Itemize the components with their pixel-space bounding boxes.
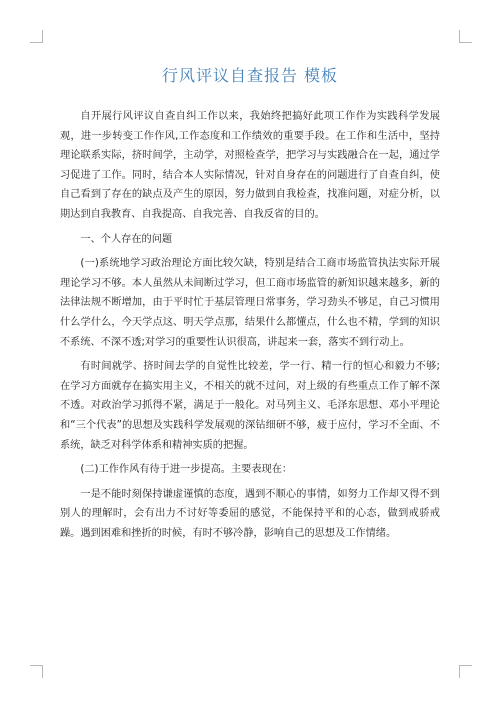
section-heading: 一、个人存在的问题	[80, 233, 173, 245]
margin-mark-bottom-left	[30, 665, 43, 678]
subsection-heading: (二)工作作风有待于进一步提高。主要表现在：	[80, 464, 293, 476]
margin-mark-top-left	[30, 30, 43, 43]
document-title: 行风评议自查报告 模板	[161, 66, 339, 85]
paragraph-self-discipline: 有时间就学、挤时间去学的自觉性比较差，学一行、精一行的恒心和毅力不够;在学习方面就存在搞实用主义，不相关的就不过问，对上级的有些重点工作了解不深不透。对政治学习抓得不紧，满足于一般化。对马列主义、毛泽东思想、邓小平理论和“三个代表”的思想及实践科学发展观的深钻细研不够，疲于应付，学习不全面、不系统，缺乏对科学体系和精神实质的把握。	[60, 361, 440, 451]
paragraph-theory-study: (一)系统地学习政治理论方面比较欠缺，特别是结合工商市场监管执法实际开展理论学习不够。本人虽然从未间断过学习，但工商市场监管的新知识越来越多，新的法律法规不断增加，由于平时忙于基层管理日常事务，学习劲头不够足，自己习惯用什么学什么，今天学点这、明天学点那，结果什么都懂点，什么也不精，学到的知识不系统、不深不透;对学习的重要性认识很高，讲起来一套，落实不到行动上。	[60, 258, 440, 348]
paragraph-work-style: 一是不能时刻保持谦虚谨慎的态度，遇到不顺心的事情，如努力工作却又得不到别人的理解时，会有出力不讨好等委屈的感觉，不能保持平和的心态，做到戒骄戒躁。遇到困难和挫折的时候，有时不够冷静，影响自己的思想及工作情绪。	[60, 488, 440, 539]
margin-mark-bottom-right	[459, 665, 472, 678]
margin-mark-top-right	[459, 30, 472, 43]
paragraph-intro: 自开展行风评议自查自纠工作以来，我始终把搞好此项工作作为实践科学发展观，进一步转变工作作风,工作态度和工作绩效的重要手段。在工作和生活中，坚持理论联系实际，挤时间学，主动学，对照检查学，把学习与实践融合在一起，通过学习促进了工作。同时，结合本人实际情况，针对自身存在的问题进行了自查自纠，使自己看到了存在的缺点及产生的原因，努力做到自我检查，找准问题，对症分析，以期达到自我教育、自我提高、自我完善、自我反省的目的。	[60, 111, 440, 220]
document-body	[60, 107, 440, 548]
